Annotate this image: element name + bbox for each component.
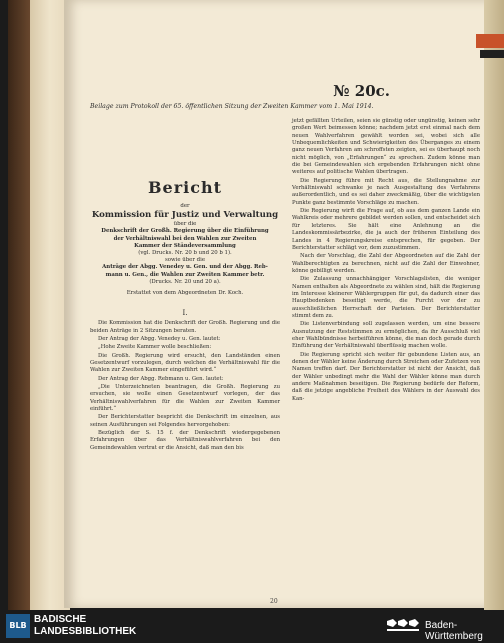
denkschrift-line-3: Kammer der Ständeversammlung [134, 242, 236, 249]
right-column [292, 118, 480, 404]
right-paragraph: Nach der Vorschlag, die Zahl der Abgeordneten auf die Zahl der Wahlberechtigten zu berechnen, nicht auf die Zahl der Einwohner, könne gebilligt werden. [292, 253, 480, 274]
page-edges [484, 0, 504, 610]
ueber-die-line: über die [173, 221, 197, 228]
left-paragraph: Die Großh. Regierung wird ersucht, den Landständen einen Gesetzentwurf vorzulegen, durch welchen die Verhältniswahl für die Wahlen zur Zweiten Kammer eingeführt wird.“ [90, 352, 280, 374]
bw-label[interactable]: Baden-Württemberg [425, 620, 483, 642]
left-column [90, 118, 280, 453]
blb-line-1: BADISCHE [34, 614, 87, 625]
blb-name[interactable] [34, 614, 136, 638]
sowie-line: sowie über die [164, 257, 206, 264]
right-paragraph: Die Listenverbindung soll zugelassen werden, um eine bessere Ausnutzung der Reststimmen zu ermöglichen, da ihr Ausschluß viel eher Wahlbündnisse herbeiführen könne, die man doch gerade durch Einführung der Verhältniswahl überflüssig machen wolle. [292, 321, 480, 350]
report-title: Bericht [148, 178, 222, 197]
page-number: 20 [270, 598, 278, 605]
denkschrift-line-1: Denkschrift der Großh. Regierung über die Einführung [101, 228, 269, 235]
right-paragraph: Die Regierung führe mit Recht aus, die Stellungnahme zur Verhältniswahl schwanke je nach Ausgestaltung des Verfahrens außerordentlich, und es sei daher zweckmäßig, über die wichtigsten Punkte ganz bestimmte Vorschläge zu machen. [292, 177, 480, 206]
header-line: Beilage zum Protokoll der 65. öffentlichen Sitzung der Zweiten Kammer vom 1. Mai 1914. [90, 103, 374, 110]
right-paragraph: jetzt gefällten Urteilen, seien sie günstig oder ungünstig, keinen sehr großen Wert beimessen könne; nachdem jetzt erst einmal nach dem neuen Wahlverfahren gewählt worden sei, wobei sich alle Unbequemlichkeiten und Schwierigkeiten des Überganges zu einem ganz neuen Verfahren am schroffsten zeigten, sei es überhaupt noch nicht möglich, von „Erfahrungen“ zu sprechen. Zudem könne man die bei Gemeindewahlen sich ergebenden Erfahrungen nicht ohne weiteres auf politische Wahlen übertragen. [292, 118, 480, 176]
blb-logo[interactable]: BLB [6, 614, 30, 638]
der-line: der [180, 203, 190, 209]
bookmark-tab [476, 34, 504, 48]
antraege-line-1: Anträge der Abgg. Venedey u. Gen. und der Abgg. Reb- [102, 264, 268, 271]
drucksache-ref-2: (Drucks. Nr. 20 und 20 a). [149, 278, 221, 285]
denkschrift-line-2: der Verhältniswahl bei den Wahlen zur Zweiten [113, 235, 257, 242]
left-paragraph: „Die Unterzeichneten beantragen, die Großh. Regierung zu ersuchen, sie wolle einen Gesetzentwurf vorlegen, der das Verhältniswahlverfahren für die Wahlen zur Zweiten Kammer einführt.“ [90, 383, 280, 413]
bw-crest-icon[interactable] [385, 617, 421, 635]
left-paragraph: Der Antrag der Abgg. Rebmann u. Gen. lautet: [98, 375, 224, 382]
left-paragraph: Der Berichterstatter bespricht die Denkschrift im einzelnen, aus seinen Ausführungen sei Folgendes hervorgehoben: [90, 414, 280, 428]
erstattet-line: Erstattet von dem Abgeordneten Dr. Koch. [126, 290, 244, 297]
right-paragraph: Die Regierung spricht sich weiter für gebundene Listen aus, an denen der Wähler keine Änderung durch Streichen oder Zufetzen von Namen treffen darf. Der Berichterstatter ist nicht der Ansicht, daß der Wähler unbedingt mehr die Wahl der Wähler könne man durch andere Maßnahmen beseitigen. Die Regierung bedürfe der Reform, daß die jetzige angebliche Freiheit des Wählers in der Auswahl des Kan- [292, 351, 480, 402]
blb-line-2: LANDESBIBLIOTHEK [34, 626, 137, 637]
left-paragraph: Bezüglich der S. 15 f. der Denkschrift wiedergegebenen Erfahrungen über das Verhältniswahlverfahren bei den Gemeindewahlen vertrat er die Ansicht, daß man den bis [90, 430, 280, 451]
left-paragraph: Die Kommission hat die Denkschrift der Großh. Regierung und die beiden Anträge in 2 Sitzungen beraten. [90, 320, 280, 334]
committee-name: Kommission für Justiz und Verwaltung [91, 210, 279, 221]
right-paragraph: Die Zulassung unnachhängiger Vorschlagslisten, die weniger Namen enthalten als Abgeordnete zu wählen sind, hält die Regierung im Interesse kleinerer Wählergruppen für gut, da dadurch einer das Hauptbedenken beseitigt werde, die Furcht vor der zu ausschließlichen Herrschaft der Parteien. Der Berichterstatter stimmt dem zu. [292, 276, 480, 319]
right-paragraph: Die Regierung wirft die Frage auf, ob aus dem ganzen Lande ein Wahlkreis oder mehrere gebildet werden sollen, und entscheidet sich für letzteres. Sie hält eine Anlehnung an die Landeskommissärbezirke, die ja auch der früheren Einteilung des Landes in 4 Regierungskreise entsprechen, für gegeben. Der Berichterstatter schlägt vor, dem zuzustimmen. [292, 208, 480, 251]
drucksache-ref-1: (vgl. Drucks. Nr. 20 b und 20 b 1). [138, 250, 232, 257]
section-heading: I. [182, 309, 188, 318]
left-paragraph: Der Antrag der Abgg. Venedey u. Gen. lautet: [98, 335, 221, 342]
bookmark-tab-dark [480, 50, 504, 58]
antraege-line-2: mann u. Gen., die Wahlen zur Zweiten Kammer betr. [105, 271, 265, 278]
left-paragraph: „Hohe Zweite Kammer wolle beschließen: [98, 344, 212, 351]
document-number: № 20c. [333, 82, 390, 100]
